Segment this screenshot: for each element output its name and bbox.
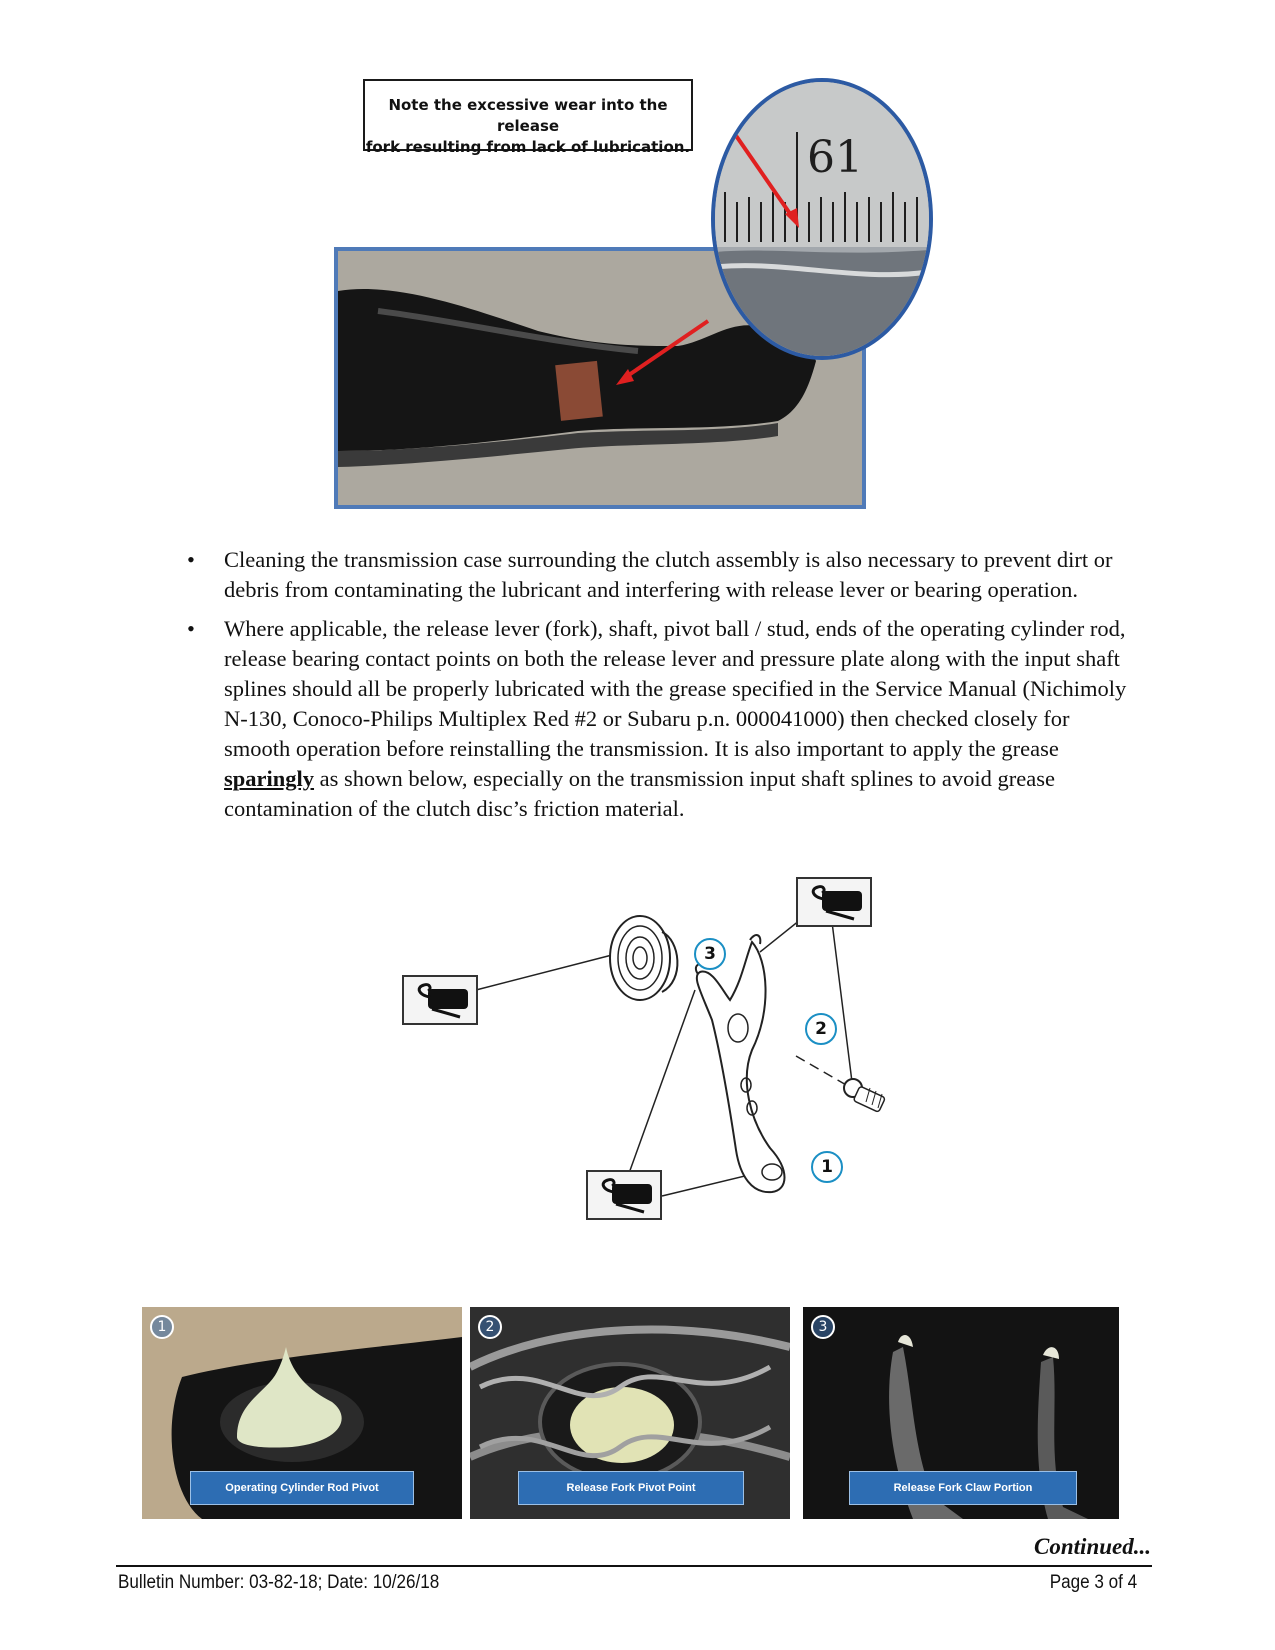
grease-tube-icon [588,1172,660,1218]
list-item [180,545,1140,605]
ruler-closeup-illustration [715,82,929,356]
release-fork-drawing [696,935,785,1192]
continued-note: Continued... [1034,1534,1151,1559]
grease-tube-icon [404,977,476,1023]
list-item [180,614,1140,824]
grease-icon-fork-base [586,1170,662,1220]
photo-caption: Release Fork Claw Portion [849,1471,1077,1505]
photo-number-badge: 3 [811,1315,835,1339]
bullet-glyph: • [187,616,195,641]
bullet-text-cleaning: Cleaning the transmission case surrounding the clutch assembly is also necessary to prevent dirt or debris from contaminating the lubricant and interfering with release lever or bearing operation. [224,547,1113,602]
grease-icon-fork-tip [796,877,872,927]
photo-caption: Operating Cylinder Rod Pivot [190,1471,414,1505]
ruler-mark-label: 61 [807,132,863,183]
photo-caption: Release Fork Pivot Point [518,1471,744,1505]
bulletin-info: Bulletin Number: 03-82-18; Date: 10/26/18 [118,1572,440,1593]
diagram-callout-3: 3 [694,938,726,970]
lubrication-points-diagram [400,880,960,1280]
photo-release-fork-pivot-point [470,1307,790,1519]
bullet-glyph: • [187,547,195,572]
release-bearing-drawing [610,916,677,1000]
grease-tube-icon [798,879,870,925]
clutch-fork-line-drawing [400,880,960,1280]
lubrication-text-end: as shown below, especially on the transmission input shaft splines to avoid grease contamination of the clutch disc’s friction material. [224,766,1055,821]
pivot-stud-drawing [844,1079,885,1112]
wear-callout-box [363,79,693,156]
photo-number-badge: 2 [478,1315,502,1339]
callout-line-1: Note the excessive wear into the release [388,96,668,135]
callout-line-2: fork resulting from lack of lubrication. [365,138,691,156]
diagram-callout-2: 2 [805,1013,837,1045]
instruction-list [180,545,1140,833]
lubrication-text-start: Where applicable, the release lever (fork), shaft, pivot ball / stud, ends of the operating cylinder rod, release bearing contact points on both the release lever and pressure plate along with the input shaft splines should all be properly lubricated with the grease specified in the Service Manual (Nichimoly N-130, Conoco-Philips Multiplex Red #2 or Subaru p.n. 000041000) then checked closely for smooth operation before reinstalling the transmission. It is also important to apply the grease [224,616,1127,761]
emphasis-sparingly: sparingly [224,766,315,791]
photo-number-badge: 1 [150,1315,174,1339]
footer-divider [116,1565,1152,1567]
zoom-detail-circle [711,78,933,360]
bullet-text-lubrication [224,616,1126,821]
diagram-callout-1: 1 [811,1151,843,1183]
grease-icon-bearing [402,975,478,1025]
page-number: Page 3 of 4 [1049,1572,1137,1593]
photo-release-fork-claw-portion [803,1307,1119,1519]
photo-operating-cylinder-rod-pivot [142,1307,462,1519]
